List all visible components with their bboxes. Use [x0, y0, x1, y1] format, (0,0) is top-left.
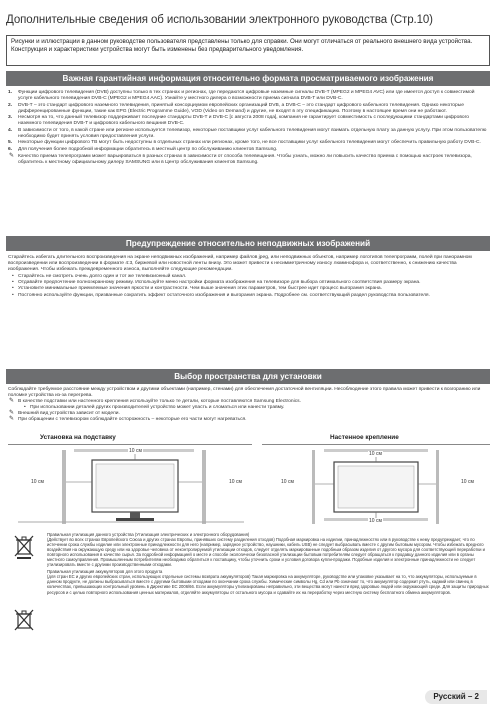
still-image-intro: Старайтесь избегать длительного воспроизведения на экране неподвижных изображений, например файлов jpeg, или неподвижных объектов, например логотипов телепрограмм, полей при панорамном воспроизведении или воспроизведении в формате 4:3, биржевой или новостной ленты внизу. Это может привести к несимметричному износу люминофора и, соответственно, к снижению качества изображения. Чтобы избежать преждевременного износа, выполняйте следующие рекомендации. — [8, 255, 472, 273]
stand-install-label: Установка на подставку — [40, 434, 116, 441]
still-image-bullets — [8, 274, 488, 298]
list-item: 4. В зависимости от того, в какой стране или регионе используется телевизор, некоторые поставщики услуг кабельного телевидения могут взимать отдельную плату за данную услугу. При этом пользователю необходимо будет принять условия предоставления услуги. — [8, 127, 487, 139]
list-item: 2. DVB-T – это стандарт цифрового наземного телевидения, принятый консорциумом европейских организаций DVB, а DVB-C – это стандарт цифрового кабельного телевидения. Однако некоторые дифференцированные функции, такие как EPG (Electric Programme Guide), VOD (Video on Demand) и другие, не входят в эту спецификацию. Поэтому в настоящее время они не работают. — [8, 102, 464, 114]
list-item: 6. Для получения более подробной информации обратитесь в местный центр по обслуживанию клиентов Samsung. — [8, 146, 278, 152]
warranty-memo: ✎ Качество приема телепрограмм может варьироваться в разных странах в зависимости от способа телевещания. Чтобы узнать, можно ли повысить качество приема с помощью настроек телевизора, обратитесь к местному официальному дилеру SAMSUNG или в Центр обслуживания клиентов Samsung. — [9, 152, 472, 165]
wall-left — [312, 450, 315, 524]
divider — [262, 444, 490, 445]
divider — [8, 444, 252, 445]
weee-text: (Действует во всех странах Европейского Союза и других странах Европы, принявших систему разделения отходов) Подобная маркировка на изделии, принадлежностях или в руководстве к нему предупреждает, что по истечении срока службы изделие или электронные принадлежности для него (например, зарядное устройство, наушники, кабель USB) не следует выбрасывать вместе с другим бытовым мусором. Чтобы избежать вредного воздействия на окружающую среду или на здоровье человека от неконтролируемой утилизации отходов, следует отделять маркированные подобным образом изделия от другого мусора для соответствующей переработки и повторного использования в качестве сырья. За подробной информацией о месте и способе экологически безопасной утилизации бытовым потребителям следует обращаться к продавцу данного изделия или в органы местного самоуправления. Промышленным потребителям необходимо обратиться к поставщику, чтобы уточнить сроки и условия договора купли-продажи. Подобные изделия и электронные принадлежности не следует утилизировать вместе с другими производственными отходами. — [47, 537, 485, 568]
wall-right — [436, 450, 439, 524]
tv-screen — [338, 466, 414, 508]
install-memo: ✎ Внешний вид устройства зависит от модели. — [9, 410, 120, 417]
wall-left — [62, 450, 66, 524]
weee-title: Правильная утилизация данного устройства (Утилизация электрических и электронного оборудования) — [47, 532, 250, 537]
install-heading: Выбор пространства для установки — [6, 369, 490, 384]
warranty-section — [8, 90, 488, 166]
list-item: • Старайтесь не смотреть очень долго один и тот же телевизионный канал. — [12, 274, 187, 280]
warranty-heading: Важная гарантийная информация относительно формата просматриваемого изображения — [6, 71, 490, 86]
dim-top-label: 10 см — [369, 451, 382, 457]
list-item: 1. Функции цифрового телевидения (DVB) доступны только в тех странах и регионах, где передаются цифровые наземные сигналы DVB-T (MPEG2 и MPEG4 AVC) или где имеется доступ к совместимой услуге кабельного телевидения DVB-C (MPEG2 и MPEG4 AAC). Узнайте у местного дилера о возможности приема сигнала DVB-T или DVB-C. — [8, 90, 475, 102]
memo-note-icon: ✎ — [9, 410, 15, 417]
list-item: • Отдавайте предпочтение полноэкранному режиму. Используйте меню настройки формата изображения на телевизоре для выбора оптимального соответствия размеру экрана. — [12, 280, 421, 286]
wall-mount-label: Настенное крепление — [330, 434, 399, 441]
battery-title: Правильная утилизация аккумуляторов для этого продукта — [47, 569, 163, 575]
list-item: 5. Некоторые функции цифрового ТВ могут быть недоступны в отдельных странах или регионах, кроме того, не все поставщики услуг кабельного телевидения могут обеспечить правильную работу DVB-C. — [8, 140, 481, 146]
memo-note-icon: ✎ — [9, 416, 15, 423]
battery-text: (для стран ЕС и других европейских стран, использующих отдельные системы возврата аккумуляторов) Такая маркировка на аккумуляторе, руководстве или упаковке указывает на то, что аккумуляторы, используемые в данном продукте, не должны выбрасываться вместе с другими бытовыми отходами по окончании срока службы. Химические символы Hg, Cd или Pb означают то, что аккумулятор содержит ртуть, кадмий или свинец в количествах, превышающих контрольный уровень в Директиве ЕС 2006/66. Если аккумуляторы утилизированы неправильно, эти вещества могут нанести вред здоровью людей или окружающей среде. Для защиты природных ресурсов и с целью повторного использования ценных материалов, отделяйте аккумуляторы от остального мусора и сдавайте их на переработку через местную систему бесплатного обмена аккумуляторов. — [47, 574, 489, 595]
install-memo: ✎ При обращении с телевизором соблюдайте осторожность – некоторые его части могут нагреваться. — [9, 416, 247, 423]
page-title: Дополнительные сведения об использовании электронного руководства (Стр.10) — [6, 14, 433, 26]
still-image-section — [8, 255, 488, 299]
list-item: • Установите минимальные приемлемые значения яркости и контрастности. Чем выше значения этих параметров, тем быстрее идет процесс выгорания экрана. — [12, 286, 383, 292]
wall-mount-diagram — [264, 448, 490, 528]
dim-right-label: 10 см — [229, 479, 242, 485]
tv-stand-neck — [130, 512, 140, 518]
battery-block — [47, 569, 490, 594]
tv-screen — [96, 464, 174, 508]
dim-bottom-label: 10 см — [369, 518, 382, 524]
dim-right-label: 10 см — [461, 479, 474, 485]
dim-left-label: 10 см — [281, 479, 294, 485]
weee-block — [47, 532, 490, 567]
battery-bin-icon — [12, 608, 36, 634]
list-item: • Постоянно используйте функции, призванные сократить эффект остаточного изображения и выгорания экрана. Подробнее см. соответствующий раздел руководства пользователя. — [12, 292, 430, 298]
dim-top-label: 10 см — [129, 448, 142, 454]
list-item: • При использовании деталей других производителей устройство может упасть и сломаться или нанести травму. — [24, 405, 285, 411]
note-box: Рисунки и иллюстрации в данном руководстве пользователя представлены только для справки. Они могут отличаться от реального внешнего вида устройства. Конструкция и характеристики устройства могут быть изменены без предварительного уведомления. — [6, 35, 490, 66]
stand-install-diagram — [14, 448, 249, 528]
tv-stand-base — [116, 518, 154, 521]
memo-note-icon: ✎ — [9, 152, 15, 159]
install-memo: ✎ В качестве подставки или настенного крепления используйте только те детали, которые поставляются Samsung Electronics. — [9, 398, 301, 405]
dim-left-label: 10 см — [31, 479, 44, 485]
list-item: 3. Несмотря на то, что данный телевизор поддерживает последние стандарты DVB-T и DVB-C [с августа 2008 года], компания не гарантирует совместимость с последующими стандартами цифрового наземного телевидения DVB-T и цифрового кабельного вещания DVB-C. — [8, 115, 470, 127]
memo-note-icon: ✎ — [9, 398, 15, 405]
install-intro: Соблюдайте требуемое расстояние между устройством и другими объектами (например, стенами) для обеспечения достаточной вентиляции. Несоблюдение этого правила может привести к возгоранию или поломке устройства из-за перегрева. — [8, 387, 481, 399]
install-section — [8, 387, 488, 424]
page-number: Русский – 2 — [425, 690, 487, 704]
wall-right — [202, 450, 206, 524]
disposal-section — [47, 532, 490, 597]
warranty-list — [8, 90, 488, 153]
still-image-heading: Предупреждение относительно неподвижных изображений — [6, 236, 490, 251]
weee-bin-icon — [12, 534, 36, 560]
